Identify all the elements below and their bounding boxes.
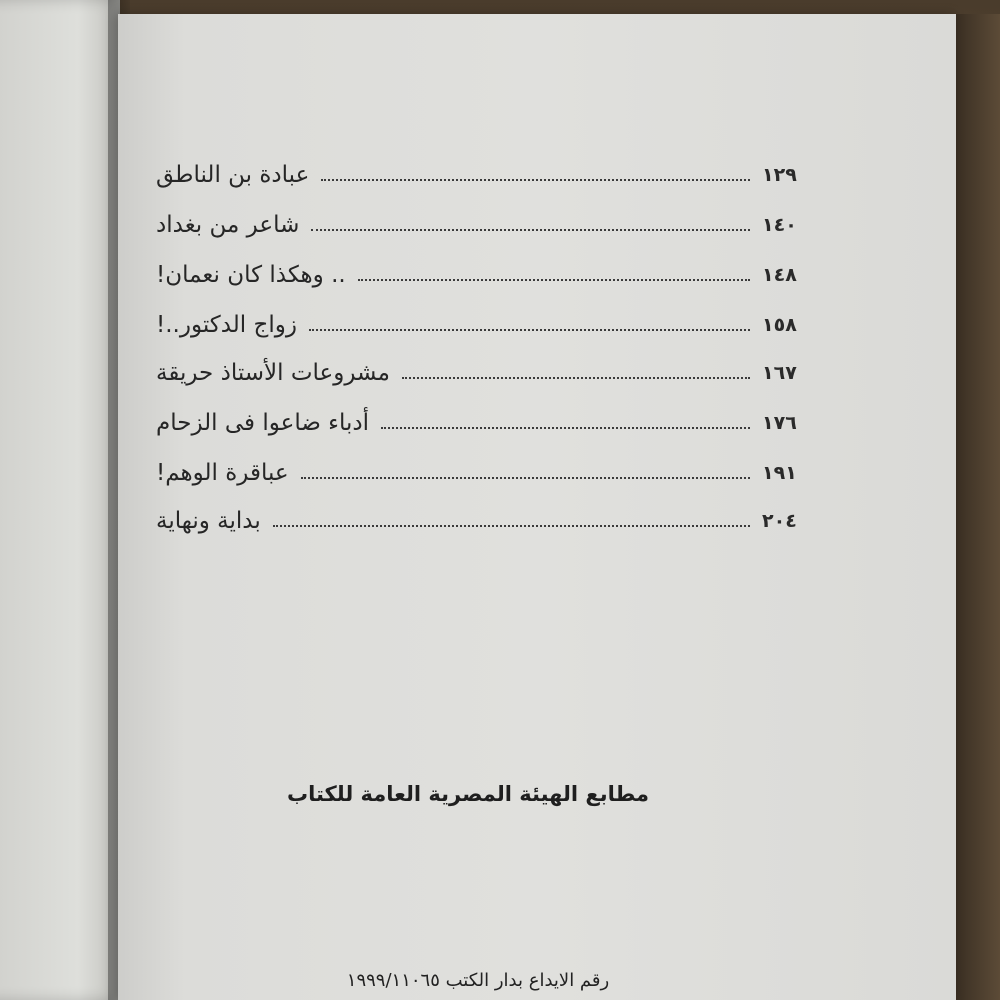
left-book-page: [0, 0, 120, 1000]
toc-entry-title: عباقرة الوهم!: [156, 460, 289, 486]
toc-entry: [156, 408, 806, 438]
toc-entry: [156, 260, 806, 290]
toc-dot-leader: [321, 179, 750, 181]
toc-entry-title: شاعر من بغداد: [156, 212, 300, 238]
toc-entry: [156, 506, 806, 536]
toc-entry-title: بداية ونهاية: [156, 508, 261, 534]
toc-entry-title: أدباء ضاعوا فى الزحام: [156, 410, 370, 436]
toc-entry: [156, 458, 806, 488]
toc-dot-leader: [381, 427, 750, 429]
toc-entry-page: ١٦٧: [762, 362, 797, 384]
toc-dot-leader: [358, 279, 750, 281]
book-page: [118, 14, 956, 1000]
deposit-number: رقم الايداع بدار الكتب ١٩٩٩/١١٠٦٥: [346, 970, 610, 991]
toc-dot-leader: [301, 477, 750, 479]
toc-dot-leader: [309, 329, 750, 331]
toc-entry-page: ١٤٨: [762, 264, 797, 286]
toc-entry: [156, 358, 806, 388]
table-edge: [956, 14, 1000, 1000]
toc-entry: [156, 210, 806, 240]
toc-dot-leader: [402, 377, 750, 379]
table-of-contents: [118, 14, 956, 1000]
toc-entry-page: ١٢٩: [762, 164, 797, 186]
toc-dot-leader: [311, 229, 750, 231]
toc-entry-title: عبادة بن الناطق: [156, 162, 310, 188]
toc-entry: [156, 160, 806, 190]
toc-entry-title: زواج الدكتور..!: [156, 312, 297, 338]
toc-entry-page: ١٥٨: [762, 314, 797, 336]
toc-entry-page: ١٤٠: [762, 214, 797, 236]
toc-entry-title: مشروعات الأستاذ حريقة: [156, 360, 390, 386]
printer-colophon: مطابع الهيئة المصرية العامة للكتاب: [287, 782, 649, 806]
toc-entry-page: ٢٠٤: [762, 510, 797, 532]
toc-entry-page: ١٧٦: [762, 412, 797, 434]
toc-dot-leader: [273, 525, 750, 527]
toc-entry: [156, 310, 806, 340]
toc-entry-page: ١٩١: [762, 462, 797, 484]
toc-entry-title: .. وهكذا كان نعمان!: [156, 262, 346, 288]
